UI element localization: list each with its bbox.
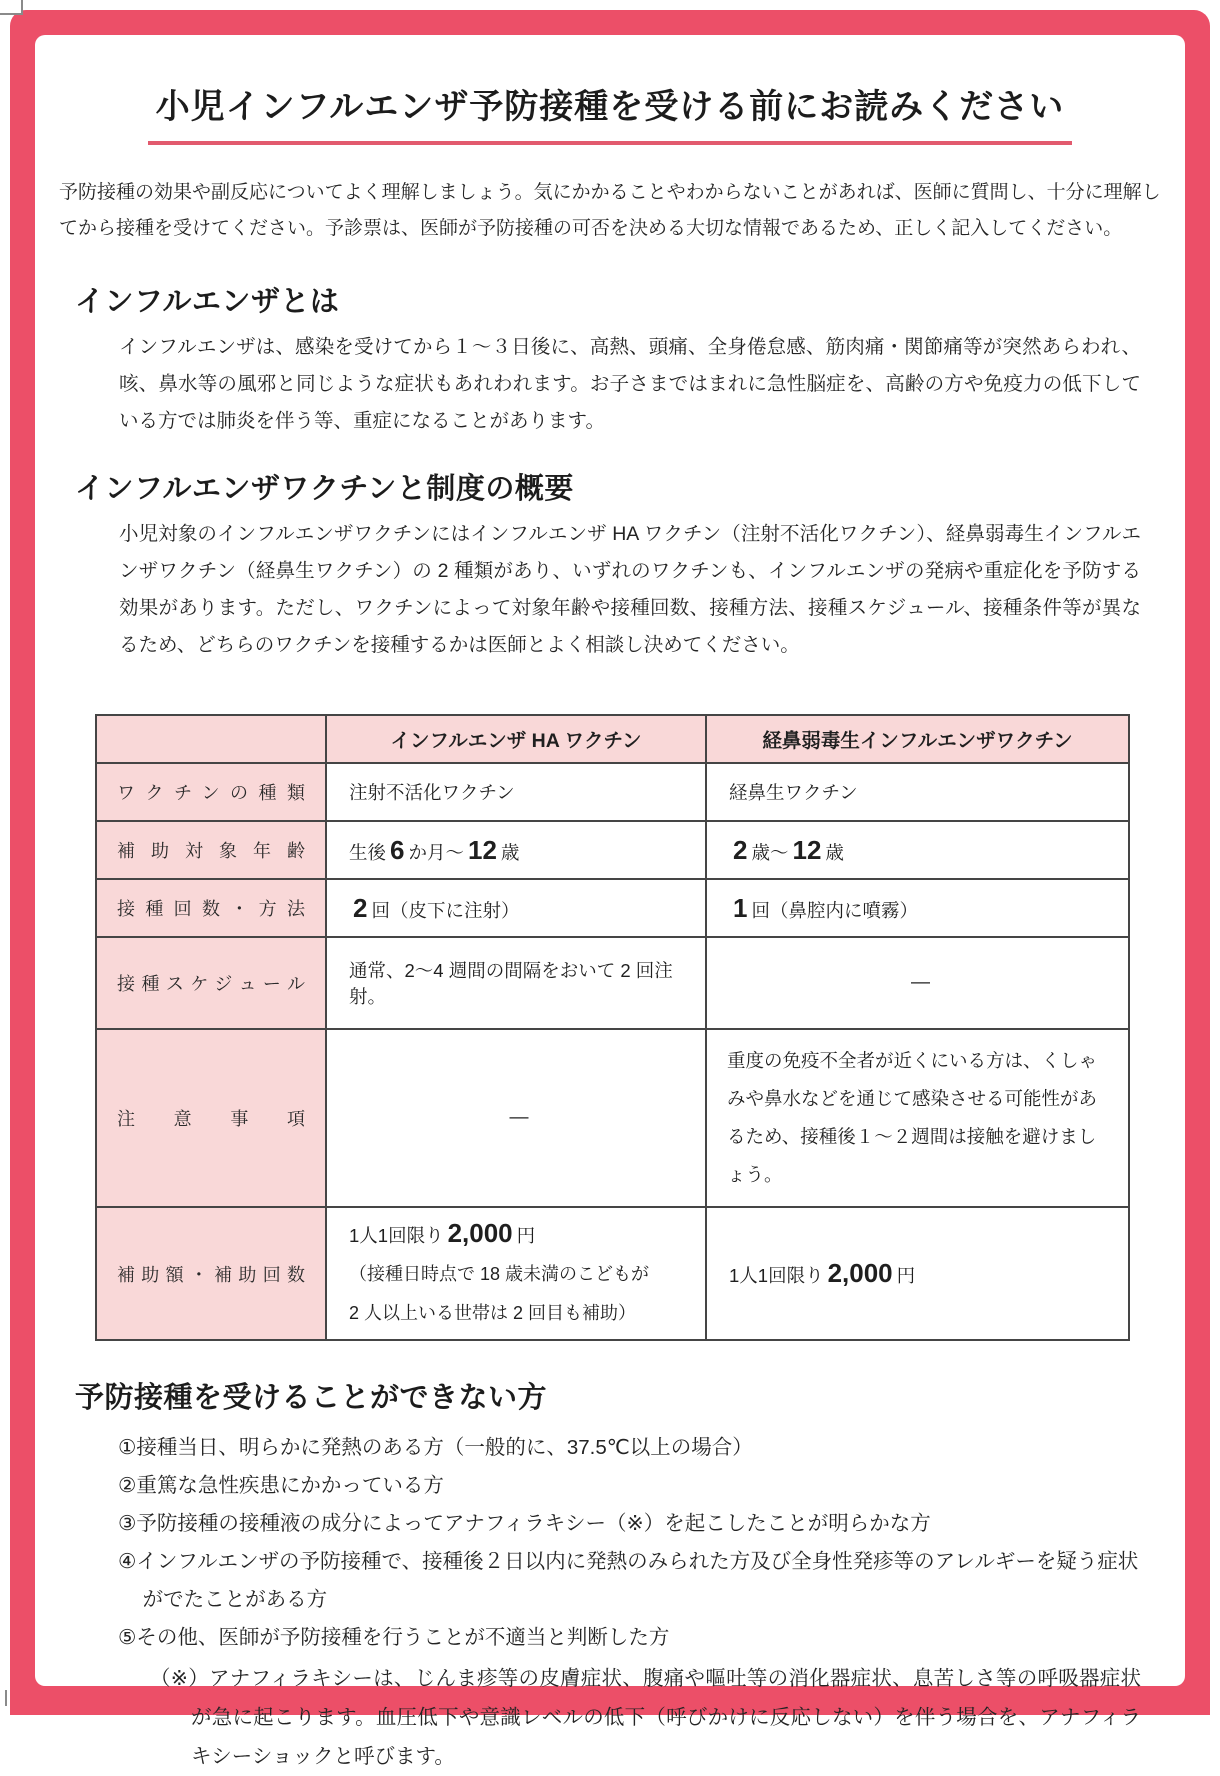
row-eligible-age	[96, 821, 1129, 879]
row-label-schedule: 接種スケジュール	[96, 937, 326, 1029]
page-title: 小児インフルエンザ予防接種を受ける前にお読みください	[148, 85, 1073, 145]
row-label-caution: 注意事項	[96, 1029, 326, 1207]
anaphylaxis-footnote: （※）アナフィラキシーは、じんま疹等の皮膚症状、腹痛や嘔吐等の消化器症状、息苦しさ等の呼吸器症状が急に起こります。血圧低下や意識レベルの低下（呼びかけに反応しない）を伴う場合を、アナフィラキシーショックと呼びます。	[150, 1667, 1141, 1768]
table-corner-cell	[96, 715, 326, 763]
row-vaccine-type	[96, 763, 1129, 821]
cell-caution-ha: ―	[326, 1029, 706, 1207]
cell-count-ha: 2 回（皮下に注射）	[326, 879, 706, 937]
cell-count-nasal: 1 回（鼻腔内に噴霧）	[706, 879, 1129, 937]
scan-artifact-bottom-left	[0, 1690, 7, 1706]
cell-age-ha: 生後 6 か月～ 12 歳	[326, 821, 706, 879]
list-item-1: ①接種当日、明らかに発熱のある方（一般的に、37.5℃以上の場合）	[118, 1436, 753, 1459]
cell-subsidy-nasal: 1人1回限り 2,000 円	[706, 1207, 1129, 1340]
section-heading-cannot-vaccinate: 予防接種を受けることができない方	[75, 1382, 548, 1414]
list-item-3: ③予防接種の接種液の成分によってアナフィラキシー（※）を起こしたことが明らかな方	[118, 1512, 931, 1535]
cell-schedule-ha: 通常、2～4 週間の間隔をおいて 2 回注射。	[326, 937, 706, 1029]
subsidy-ha-note-line1: （接種日時点で 18 歳未満のこどもが	[349, 1264, 650, 1284]
title-area	[35, 35, 1185, 145]
document-panel	[35, 35, 1185, 1768]
vaccine-overview-body: 小児対象のインフルエンザワクチンにはインフルエンザ HA ワクチン（注射不活化ワクチン）、経鼻弱毒生インフルエンザワクチン（経鼻生ワクチン）の 2 種類があり、いずれのワクチンも、インフルエンザの発病や重症化を予防する効果があります。ただし、ワクチンによって対象年齢や接種回数、接種方法、接種スケジュール、接種条件等が異なるため、どちらのワクチンを接種するかは医師とよく相談し決めてください。	[119, 523, 1141, 656]
list-item-4: ④インフルエンザの予防接種で、接種後２日以内に発熱のみられた方及び全身性発疹等のアレルギーを疑う症状がでたことがある方	[118, 1550, 1139, 1611]
row-subsidy	[96, 1207, 1129, 1340]
row-label-eligible-age: 補助対象年齢	[96, 821, 326, 879]
subsidy-ha-note-line2: 2 人以上いる世帯は 2 回目も補助）	[349, 1303, 637, 1323]
about-influenza-body: インフルエンザは、感染を受けてから１～３日後に、高熱、頭痛、全身倦怠感、筋肉痛・関節痛等が突然あらわれ、咳、鼻水等の風邪と同じような症状もあれわれます。お子さまではまれに急性脳症を、高齢の方や免疫力の低下している方では肺炎を伴う等、重症になることがあります。	[119, 336, 1141, 432]
row-schedule	[96, 937, 1129, 1029]
cell-age-nasal: 2 歳～ 12 歳	[706, 821, 1129, 879]
col-header-ha-vaccine: インフルエンザ HA ワクチン	[326, 715, 706, 763]
row-caution	[96, 1029, 1129, 1207]
list-item-5: ⑤その他、医師が予防接種を行うことが不適当と判断した方	[118, 1626, 670, 1649]
subsidy-ha-amount-line: 1人1回限り 2,000 円	[349, 1218, 536, 1248]
cell-schedule-nasal: ―	[706, 937, 1129, 1029]
row-label-vaccine-type: ワクチンの種類	[96, 763, 326, 821]
decorative-pink-border	[10, 10, 1210, 1768]
section-heading-vaccine-overview: インフルエンザワクチンと制度の概要	[75, 473, 574, 505]
list-item-2: ②重篤な急性疾患にかかっている方	[118, 1474, 444, 1497]
col-header-nasal-vaccine: 経鼻弱毒生インフルエンザワクチン	[706, 715, 1129, 763]
intro-paragraph: 予防接種の効果や副反応についてよく理解しましょう。気にかかることやわからないことがあれば、医師に質問し、十分に理解してから接種を受けてください。予診票は、医師が予防接種の可否を決める大切な情報であるため、正しく記入してください。	[59, 182, 1161, 239]
row-label-dose-count: 接種回数・方法	[96, 879, 326, 937]
section-heading-about-influenza: インフルエンザとは	[75, 286, 340, 318]
cell-type-nasal: 経鼻生ワクチン	[706, 763, 1129, 821]
row-label-subsidy: 補助額・補助回数	[96, 1207, 326, 1340]
scan-artifact-top-left	[0, 0, 23, 15]
cell-caution-nasal: 重度の免疫不全者が近くにいる方は、くしゃみや鼻水などを通じて感染させる可能性があるため、接種後１～２週間は接触を避けましょう。	[706, 1029, 1129, 1207]
vaccine-comparison-table	[95, 714, 1130, 1341]
row-dose-count-method	[96, 879, 1129, 937]
cannot-vaccinate-list	[118, 1429, 1145, 1657]
table-header-row	[96, 715, 1129, 763]
cell-subsidy-ha	[326, 1207, 706, 1340]
cell-type-ha: 注射不活化ワクチン	[326, 763, 706, 821]
